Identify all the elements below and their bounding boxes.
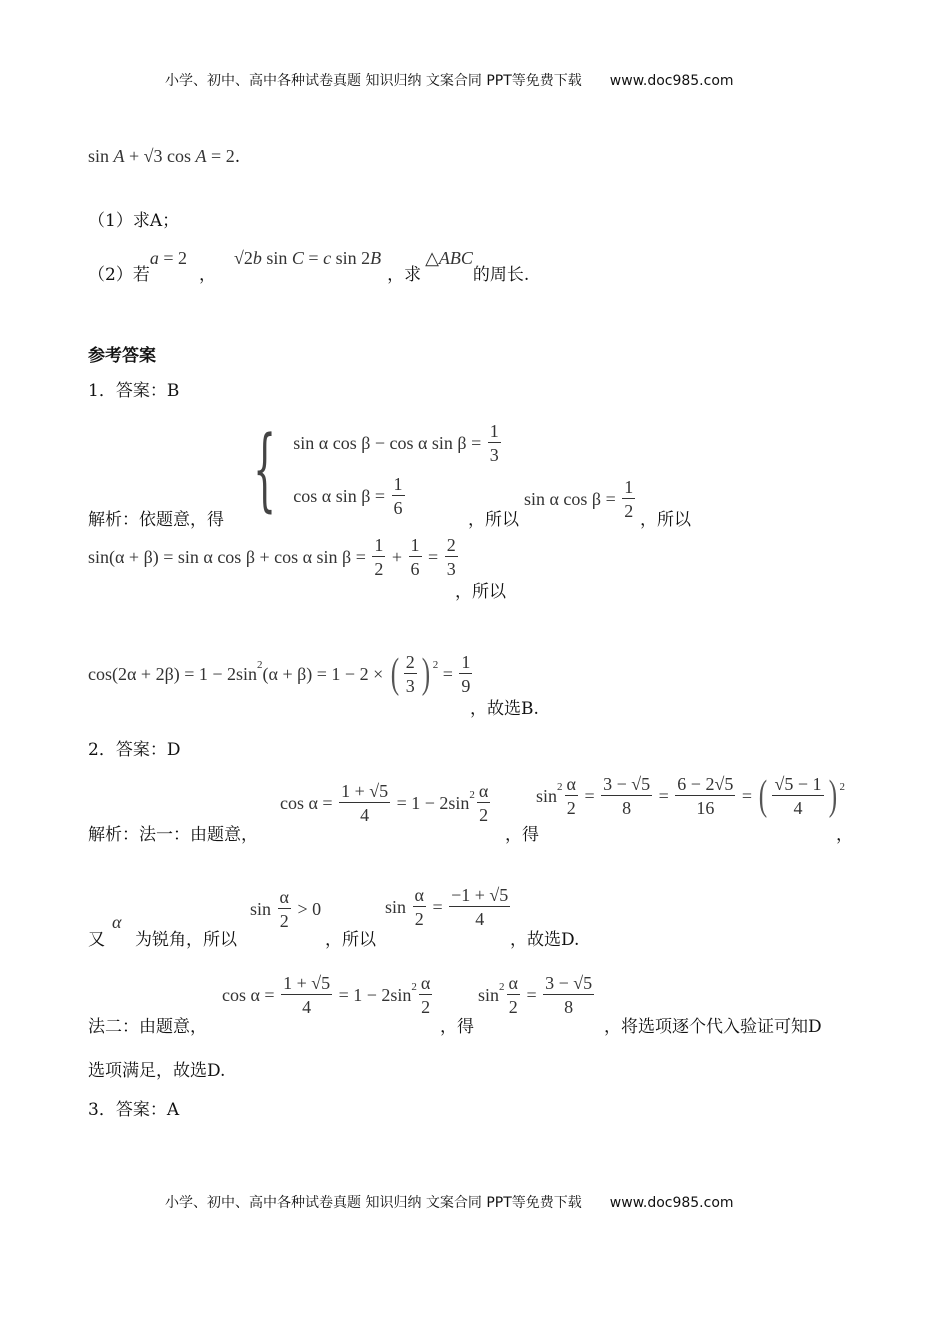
math-variable: c [323,248,332,268]
fraction [622,476,635,523]
math-variable: A [195,146,207,166]
math-text: = 1 − 2sin [392,793,470,813]
denominator: 2 [566,797,576,818]
a2-f4-wrap [385,884,512,931]
numerator: α [566,773,576,794]
a2-acute: 为锐角，所以 [135,930,237,950]
math-text: = 1 − 2sin [334,985,412,1005]
a2-lead-2: 法二：由题意， [88,1017,207,1037]
question-2 [88,248,529,285]
denominator: 2 [479,805,489,825]
numerator: 3 − √5 [545,973,593,993]
math-text: sin(α + β) = sin α cos β + cos α sin β = [88,547,371,567]
fraction [543,972,594,1019]
numerator: 2 [446,535,456,555]
a2-lead: 解析：法一：由题意， [88,825,258,845]
equation-system [236,417,503,522]
condition-end: . [234,147,241,167]
math-text: = 2 [158,248,187,268]
fraction [772,773,823,820]
math-text: sin α cos β = [524,489,621,509]
denominator: 4 [793,797,803,818]
math-variable: ABC [438,248,473,268]
a2-f2-wrap [536,772,845,820]
numerator: 3 − √5 [603,773,651,794]
a2-line-2: 选项满足，故选D. [88,1061,226,1081]
denominator: 6 [410,559,420,579]
question-1: （1）求A； [88,211,180,231]
system-eq-1 [293,420,502,467]
numerator: 6 − 2√5 [677,773,734,794]
fraction [459,651,472,698]
q2-suffix: 的周长. [472,265,530,285]
numerator: α [414,885,424,905]
a1-lead: 解析：依题意，得 [88,510,224,530]
denominator: 2 [508,997,518,1017]
header-url[interactable]: www.doc985.com [609,73,734,89]
a2-formula-3 [250,886,321,933]
numerator: α [420,973,431,993]
math-text: sin 2 [331,248,371,268]
a2-f3-wrap [250,886,321,933]
fraction [372,534,385,581]
a2-formula-2 [536,772,845,820]
q2-formula-b [234,248,381,269]
math-variable: C [291,248,304,268]
fraction [675,773,735,820]
math-text: sin [261,248,292,268]
numerator: 2 [405,651,415,672]
numerator: 1 [410,535,420,555]
exponent: 2 [557,781,563,793]
denominator: 2 [414,909,424,929]
a2-comma: ， [836,825,853,845]
numerator: 1 + √5 [341,781,389,801]
numerator: 1 + √5 [283,973,331,993]
math-text: = [654,785,674,806]
a2-you: 又 [88,930,105,950]
math-text: √2 [233,248,253,268]
math-text: = [303,248,324,268]
math-text: = [438,663,458,684]
math-text: cos α = [280,793,338,813]
math-text: sin [88,146,114,166]
numerator: 1 [461,651,471,672]
numerator: 1 [374,535,384,555]
parenthesis: ( [390,651,399,697]
denominator: 4 [475,909,485,929]
exponent: 2 [411,980,417,993]
a1-so-1: ，所以 [468,510,519,530]
a2-formula-4 [385,884,512,931]
fraction [477,780,490,827]
a1-f1-wrap [524,476,637,523]
denominator: 8 [564,997,574,1017]
numerator: α [478,781,489,801]
denominator: 9 [461,675,471,696]
exponent: 2 [499,980,505,993]
fraction [601,773,652,820]
math-text: sin [250,899,276,919]
a1-end: ，故选B. [470,699,539,719]
denominator: 16 [696,797,715,818]
math-text: = [423,547,443,567]
a2-formula-5 [222,972,434,1019]
q2-prefix: （2）若 [88,265,150,285]
a2-so: ，所以 [325,930,376,950]
answer-1-label: 1．答案：B [88,381,180,401]
fraction [404,651,417,698]
parenthesis: ) [828,773,837,819]
fraction [409,534,422,581]
math-text: sin [478,985,500,1005]
a1-so-3: ，所以 [455,582,506,602]
alpha-symbol: α [112,912,122,932]
math-variable: b [252,248,262,268]
fraction [565,773,578,820]
math-text: cos(2α + 2β) = 1 − 2sin [88,663,258,684]
fraction [392,473,405,520]
a2-de: ，得 [505,825,539,845]
math-text: sin [536,785,558,806]
math-text: (α + β) = 1 − 2 × [262,663,388,684]
problem-condition [88,146,240,167]
a1-formula-2 [88,534,460,581]
denominator: 3 [489,445,499,465]
a2-end-1: ，故选D. [510,930,580,950]
math-text: + [387,547,407,567]
fraction [507,972,520,1019]
footer-text: 小学、初中、高中各种试卷真题 知识归纳 文案合同 PPT等免费下载 [165,1195,582,1211]
denominator: 6 [393,498,403,518]
fraction [278,886,291,933]
a2-formula-1 [280,780,492,827]
fraction [488,420,501,467]
exponent: 2 [839,781,846,793]
q2-formula-a [150,248,187,269]
math-variable: A [113,146,125,166]
page-footer [165,1192,734,1212]
a2-f5-wrap [222,972,434,1019]
q2-sep2: ，求 [387,265,422,285]
math-variable: B [370,248,382,268]
footer-url[interactable]: www.doc985.com [609,1195,734,1211]
parenthesis: ( [759,773,768,819]
a2-tail: ，将选项逐个代入验证可知D [604,1017,822,1037]
a1-f2-wrap [88,534,460,581]
math-text: > 0 [292,899,322,919]
q2-sep: ， [198,265,216,285]
brace-icon: { [253,417,277,522]
numerator: √5 − 1 [774,773,822,794]
a2-formula-6 [478,972,596,1019]
exponent: 2 [432,659,439,671]
condition-formula [88,146,235,167]
fraction [339,780,390,827]
math-text: + √3 cos [124,146,196,166]
numerator: α [279,887,289,907]
fraction [419,972,432,1019]
numerator: −1 + √5 [451,885,509,905]
math-text: = [521,985,542,1005]
numerator: 1 [393,474,403,494]
exponent: 2 [469,788,475,801]
parenthesis: ) [421,651,430,697]
answer-3-label: 3．答案：A [88,1100,180,1120]
math-text: △ [425,248,439,268]
fraction [413,884,426,931]
a1-formula-1 [524,476,637,523]
numerator: 1 [489,421,499,441]
a1-f3-wrap [88,650,474,698]
fraction [449,884,510,931]
math-text: sin [385,897,411,917]
a2-de-2: ，得 [440,1017,474,1037]
denominator: 2 [624,501,634,521]
math-text: = [579,785,600,806]
denominator: 4 [302,997,312,1017]
math-text: = [737,785,757,806]
fraction [445,534,458,581]
page-header [165,70,734,90]
exponent: 2 [257,659,263,671]
math-text: = [427,897,448,917]
denominator: 4 [360,805,370,825]
fraction [281,972,332,1019]
math-text: cos α sin β = [293,486,390,506]
denominator: 2 [374,559,384,579]
a2-f1-wrap [280,780,492,827]
answer-2-label: 2．答案：D [88,740,181,760]
math-variable: a [149,248,159,268]
denominator: 2 [279,911,289,931]
a1-so-2: ，所以 [640,510,691,530]
numerator: 1 [624,477,634,497]
q2-formula-triangle [425,248,473,269]
denominator: 3 [405,675,415,696]
math-text: = 2 [206,146,235,166]
answers-title: 参考答案 [88,346,156,366]
math-text: sin α cos β − cos α sin β = [293,433,486,453]
math-text: cos α = [222,985,280,1005]
a2-f6-wrap [478,972,596,1019]
denominator: 2 [421,997,431,1017]
numerator: α [508,973,518,993]
denominator: 8 [622,797,632,818]
denominator: 3 [446,559,456,579]
header-text: 小学、初中、高中各种试卷真题 知识归纳 文案合同 PPT等免费下载 [165,73,582,89]
a1-formula-3 [88,650,474,698]
